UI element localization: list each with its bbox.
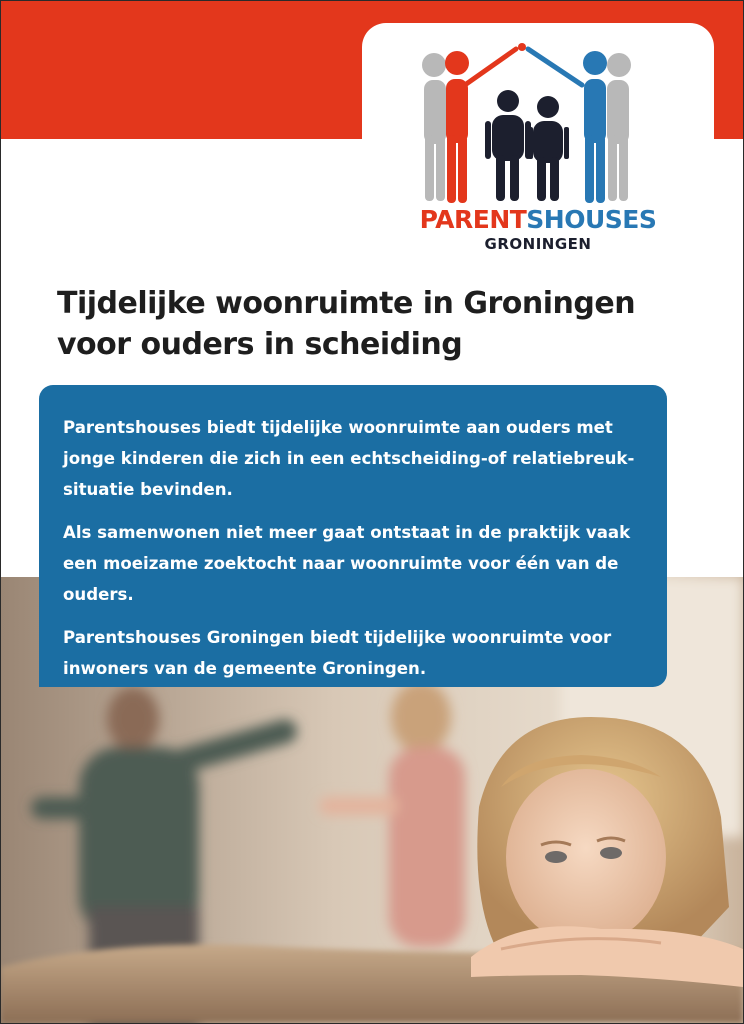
brand-name-blue: SHOUSES — [526, 205, 657, 234]
intro-paragraph-2: Als samenwonen niet meer gaat ontstaat in de praktijk vaak een moeizame zoektocht naar woonruimte voor één van de ouders. — [63, 523, 631, 604]
roof-left — [462, 49, 516, 87]
logo-card — [362, 23, 714, 285]
intro-paragraph-1: Parentshouses biedt tijdelijke woonruimte aan ouders met jonge kinderen die zich in een echtscheiding-of relatiebreuk-situatie bevinden. — [63, 418, 635, 499]
red-parent-figure — [445, 51, 469, 203]
brand-city: GRONINGEN — [484, 235, 592, 253]
brand-name-red: PARENT — [419, 205, 527, 234]
intro-box — [39, 385, 667, 687]
intro-paragraph-3: Parentshouses Groningen biedt tijdelijke woonruimte voor inwoners van de gemeente Groningen. — [63, 628, 612, 678]
page-title — [57, 283, 717, 365]
children-figures — [485, 90, 569, 201]
brand-name — [362, 205, 714, 235]
page-title-line-1: Tijdelijke woonruimte in Groningen — [57, 286, 636, 321]
family-house-icon — [362, 23, 714, 213]
blue-parent-figure — [583, 51, 607, 203]
roof-peak — [518, 43, 526, 51]
roof-right — [528, 49, 582, 85]
page-title-line-2: voor ouders in scheiding — [57, 327, 463, 362]
